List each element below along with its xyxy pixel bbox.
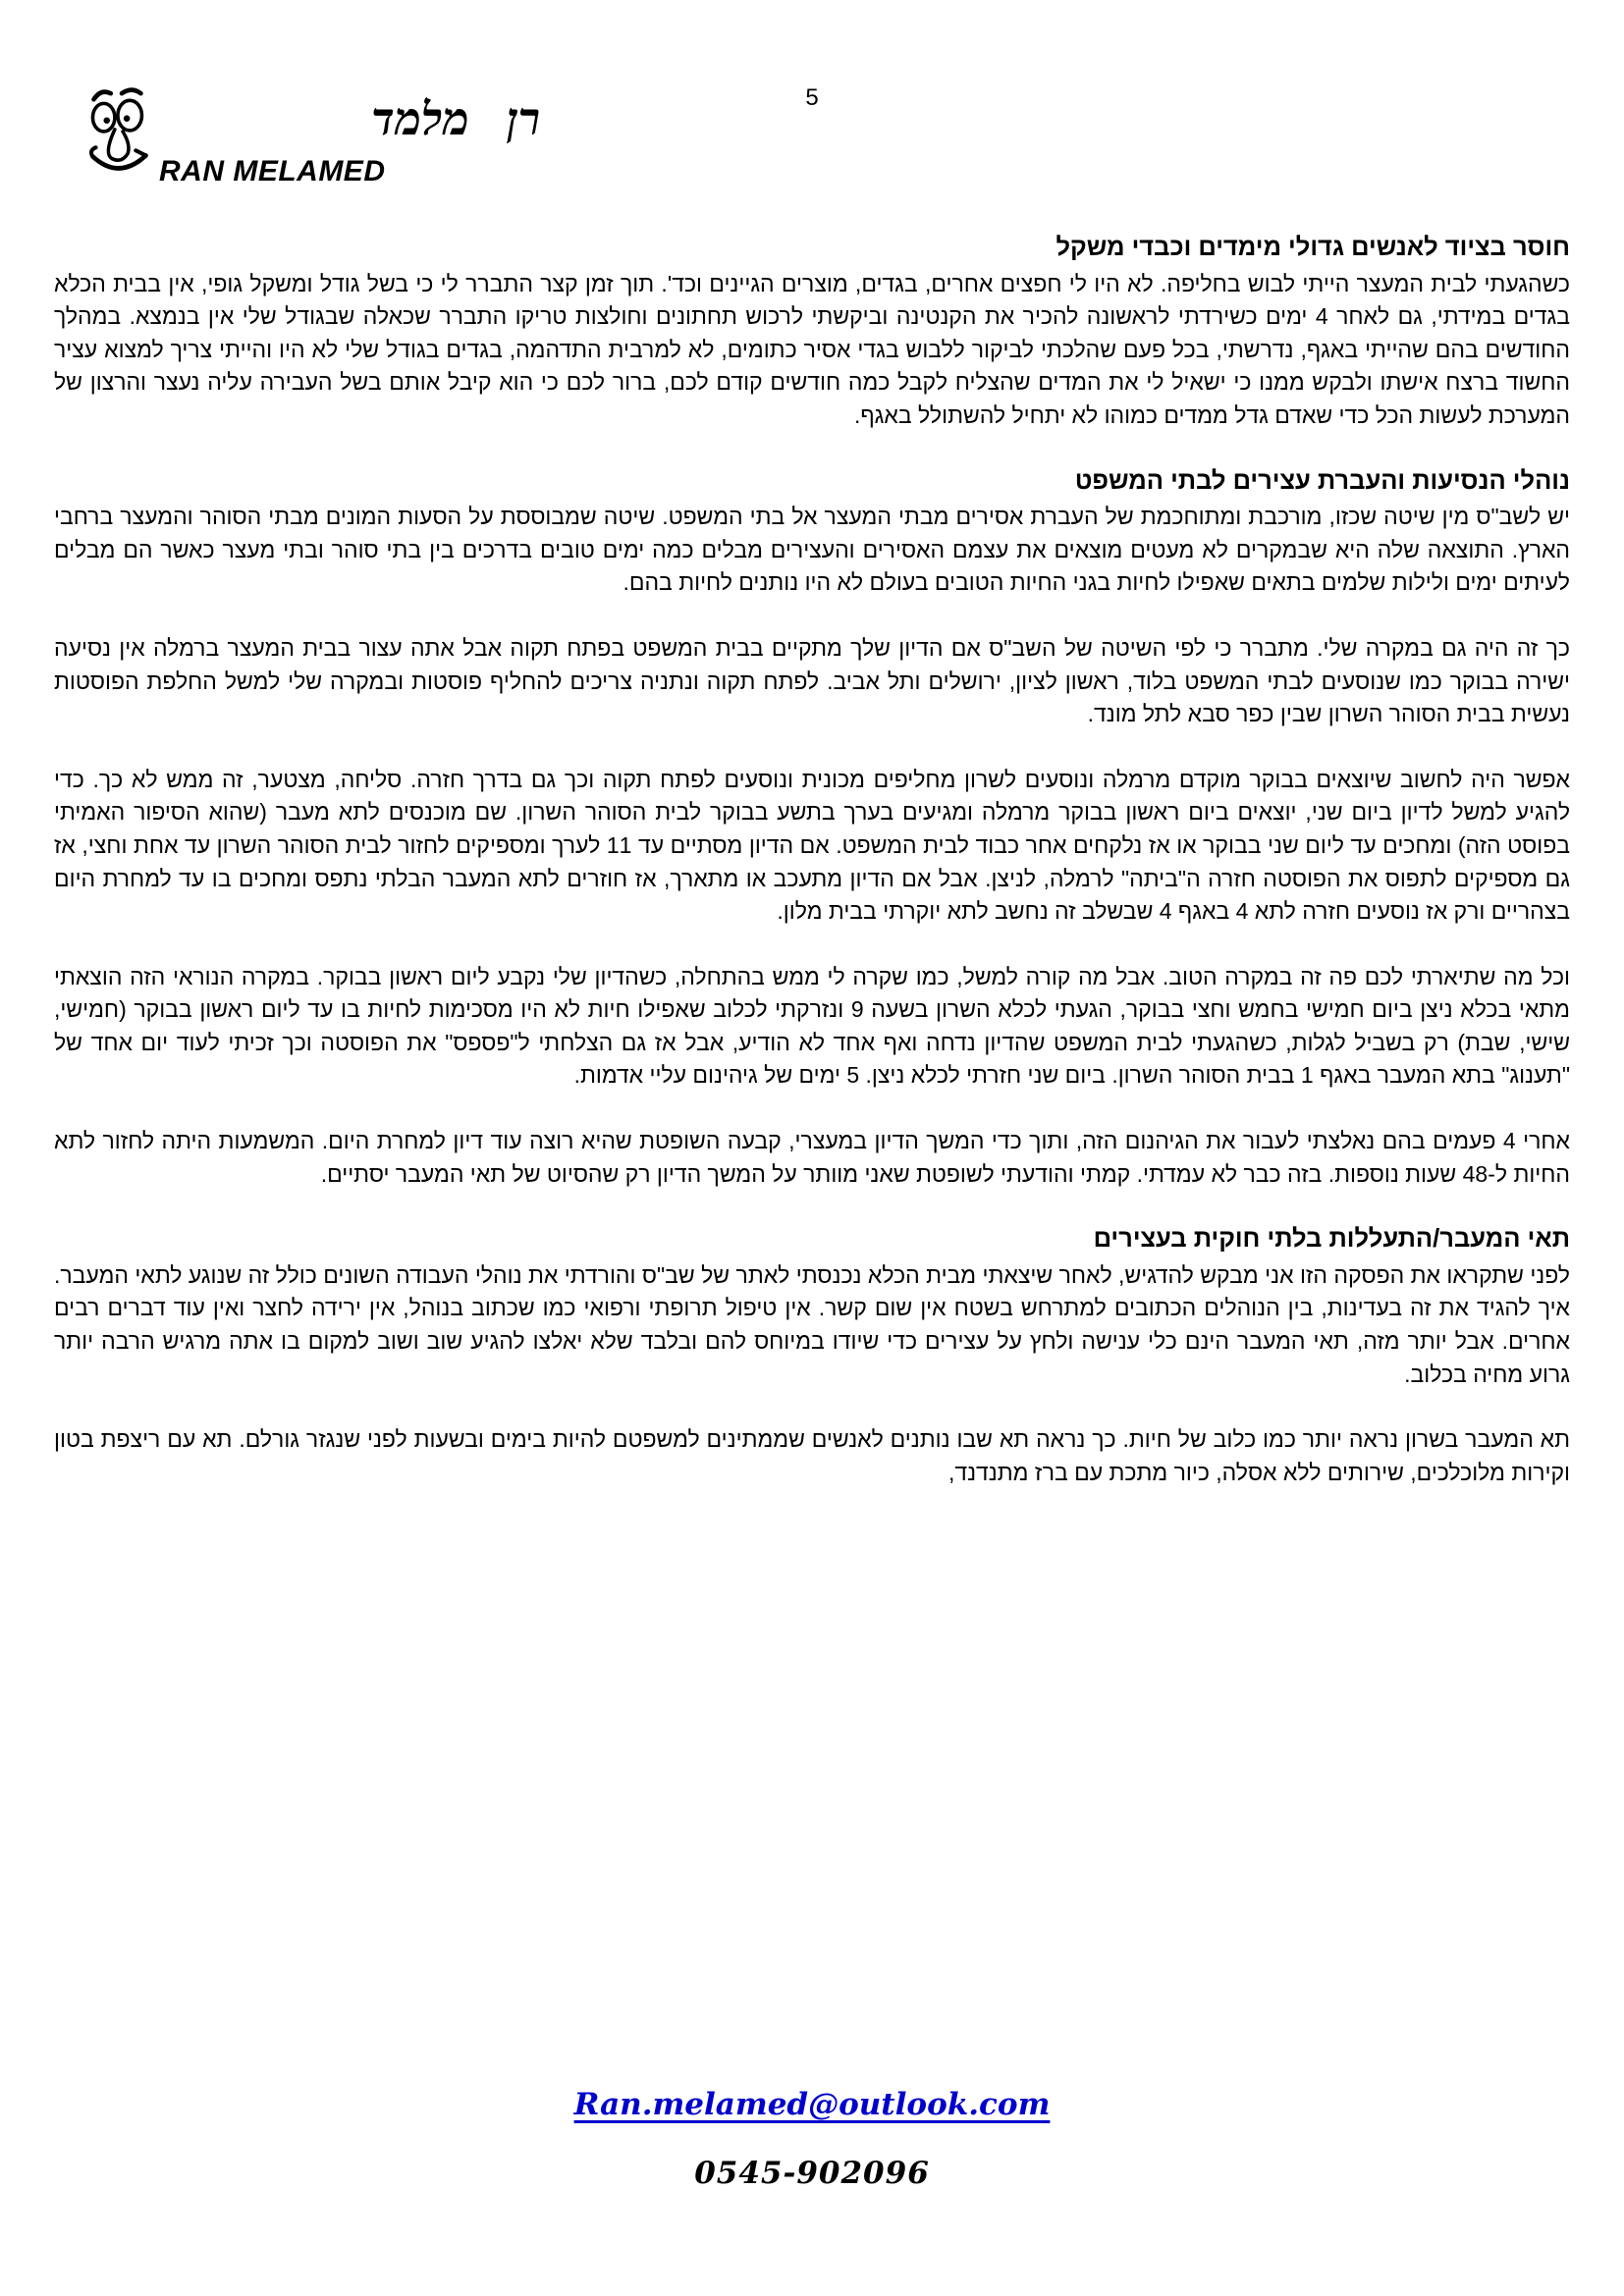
paragraph: כך זה היה גם במקרה שלי. מתברר כי לפי השיטה של השב"ס אם הדיון שלך מתקיים בבית המשפט בפתח תקוה אבל אתה עצור בבית המעצר ברמלה אין נסיעה ישירה בבוקר כמו שנוסעים לבתי המשפט בלוד, ראשון לציון, ירושלים ותל אביב. לפתח תקוה ונתניה צריכים להחליף פוסטות ובמקרה שלי למשל החלפת הפוסטות נעשית בבית הסוהר השרון שבין כפר סבא לתל מונד. bbox=[54, 634, 1570, 727]
paragraph: כשהגעתי לבית המעצר הייתי לבוש בחליפה. לא היו לי חפצים אחרים, בגדים, מוצרים הגיינים וכד'. תוך זמן קצר התברר לי כי בשל גודל ומשקל גופי, אין בבית הכלא בגדים במידתי, גם לאחר 4 ימים כשירדתי לראשונה להכיר את הקנטינה וביקשתי לרכוש תחתונים וחולצות טריקו התברר שכאלה שבגודל שלי אין בנמצא. במהלך החודשים בהם שהייתי באגף, נדרשתי, בכל פעם שהלכתי לביקור ללבוש בגדי אסיר כתומים, לא למרבית התדהמה, בגדים בגודל שלי לא היו והייתי צריך למצוא עציר החשוד ברצח אישתו ולבקש ממנו כי ישאיל לי את המדים שהצליח לקבל כמה חודשים קודם לכם, ברור לכם כי הוא קיבל אותם בשל העבירה עליה נעצר והרצון של המערכת לעשות הכל כדי שאדם גדל ממדים כמוהו לא יתחיל להשתולל באגף. bbox=[54, 270, 1570, 428]
section-heading-transport: נוהלי הנסיעות והעברת עצירים לבתי המשפט bbox=[1074, 466, 1570, 495]
paragraph: וכל מה שתיארתי לכם פה זה במקרה הטוב. אבל מה קורה למשל, כמו שקרה לי ממש בהתחלה, כשהדיון שלי נקבע ליום ראשון בבוקר. במקרה הנוראי הזה הוצאתי מתאי בכלא ניצן ביום חמישי בחמש וחצי בבוקר, הגעתי לכלא השרון בשעה 9 ונזרקתי לכלוב שאפילו חיות לא היו מסכימות לחיות בו עד ליום ראשון בבוקר (חמישי, שישי, שבת) רק בשביל לגלות, כשהגעתי לבית המשפט שהדיון נדחה ואף אחד לא הודיע, אבל אז גם הצלחתי ל"פספס" את הפוסטה וכך זכיתי לעוד יום אחד של "תענוג" בתא המעבר באגף 1 בבית הסוהר השרון. ביום שני חזרתי לכלא ניצן. 5 ימים של גיהינום עליי אדמות. bbox=[54, 963, 1570, 1089]
letterhead bbox=[0, 0, 1624, 226]
paragraph: אחרי 4 פעמים בהם נאלצתי לעבור את הגיהנום הזה, ותוך כדי המשך הדיון במעצרי, קבעה השופטת שהיא רוצה עוד דיון למחרת היום. המשמעות היתה לחזור לתא החיות ל-48 שעות נוספות. בזה כבר לא עמדתי. קמתי והודעתי לשופטת שאני מוותר על המשך הדיון רק שהסיוט של תאי המעבר יסתיים. bbox=[54, 1128, 1570, 1187]
paragraph: לפני שתקראו את הפסקה הזו אני מבקש להדגיש, לאחר שיצאתי מבית הכלא נכנסתי לאתר של שב"ס והורדתי את נוהלי העבודה השונים כולל זה שנוגע לתאי המעבר. איך להגיד את זה בעדינות, בין הנוהלים הכתובים למתרחש בשטח אין שום קשר. אין טיפול תרופתי ורפואי כמו שכתוב בנוהל, אין ירידה לחצר ואין עוד דברים רבים אחרים. אבל יותר מזה, תאי המעבר הינם כלי ענישה ולחץ על עצירים כדי שיודו במיוחס להם ובלבד שלא יאלצו להגיע שוב ושוב למקום בו אתה מרגיש הרבה יותר גרוע מחיה בכלוב. bbox=[54, 1261, 1570, 1387]
page-number: 5 bbox=[805, 84, 819, 111]
logo-hebrew-name: רן מלמד bbox=[371, 92, 541, 145]
contact-footer bbox=[0, 2087, 1624, 2191]
logo-latin-name: RAN MELAMED bbox=[159, 155, 386, 187]
document-body bbox=[54, 232, 1570, 1489]
phone-number: 0545-902096 bbox=[694, 2156, 930, 2191]
email-link[interactable]: Ran.melamed@outlook.com bbox=[573, 2087, 1051, 2122]
section-heading-equipment: חוסר בציוד לאנשים גדולי מימדים וכבדי משקל bbox=[1056, 234, 1570, 261]
paragraph: תא המעבר בשרון נראה יותר כמו כלוב של חיות. כך נראה תא שבו נותנים לאנשים שממתינים למשפטם להיות בימים ובשעות לפני שנגזר גורלם. תא עם ריצפת בטון וקירות מלוכלכים, שירותים ללא אסלה, כיור מתכת עם ברז מתנדנד, bbox=[54, 1426, 1570, 1485]
section-heading-transit-cells: תאי המעבר/התעללות בלתי חוקית בעצירים bbox=[1093, 1225, 1570, 1254]
paragraph: אפשר היה לחשוב שיוצאים בבוקר מוקדם מרמלה ונוסעים לשרון מחליפים מכונית ונוסעים לפתח תקוה וכך גם בדרך חזרה. סליחה, מצטער, זה ממש לא כך. כדי להגיע למשל לדיון ביום שני, יוצאים ביום ראשון בבוקר מרמלה ומגיעים בערך בתשע בבוקר לבית הסוהר השרון. שם מוכנסים לתא מעבר (שהוא הסיפור האמיתי בפוסט הזה) ומחכים עד ליום שני בבוקר או אז נלקחים אחר כבוד לבית המשפט. אם הדיון מסתיים עד 11 לערך ומספיקים לחזור לבית הסוהר השרון עד אחת וחצי, אז גם מספיקים לתפוס את הפוסטה חזרה ה"ביתה" לרמלה, לניצן. אבל אם הדיון מתעכב או מתארך, אז חוזרים לתא המעבר הבלתי נתפס ומחכים בו עד למחרת היום בצהריים ורק אז נוסעים חזרה לתא 4 באגף 4 שבשלב זה נחשב לתא יוקרתי בבית מלון. bbox=[54, 766, 1570, 925]
paragraph: יש לשב"ס מין שיטה שכזו, מורכבת ומתוחכמת של העברת אסירים מבתי המעצר אל בתי המשפט. שיטה שמבוססת על הסעות המונים מבתי הסוהר והמעצר ברחבי הארץ. התוצאה שלה היא שבמקרים לא מעטים מוצאים את עצמם האסירים והעצירים מבלים כמה ימים טובים בדרכים בין בתי סוהר ובתי מעצר כאשר הם מבלים לעיתים ימים ולילות שלמים בתאים שאפילו לחיות בגני החיות הטובים בעולם לא היו נותנים לחיות בהם. bbox=[54, 504, 1570, 596]
smiley-face-logo-icon bbox=[88, 84, 151, 185]
